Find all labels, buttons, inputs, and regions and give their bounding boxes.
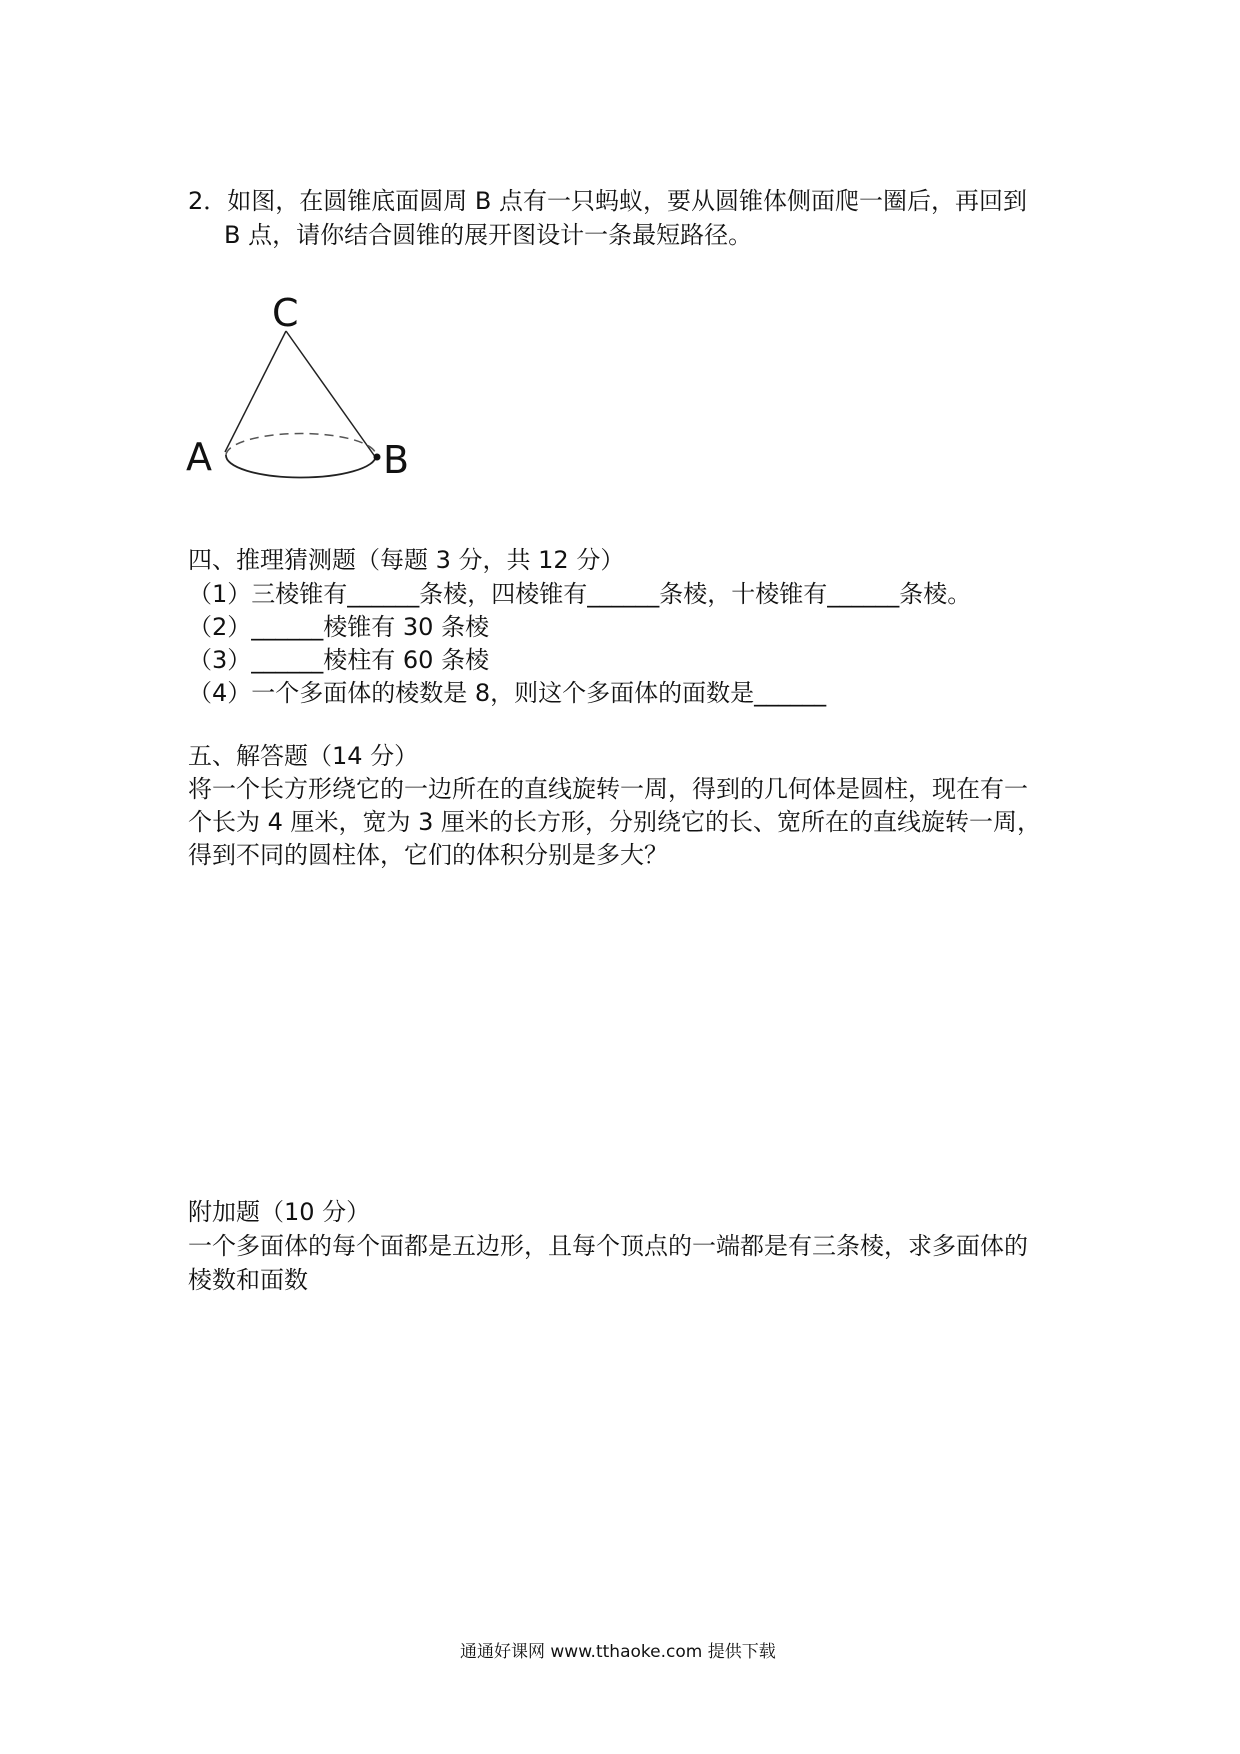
section-4-item-2: （2）______棱锥有 30 条棱	[188, 613, 490, 641]
section-4-item-3: （3）______棱柱有 60 条棱	[188, 646, 490, 674]
question-2-line-2: B 点，请你结合圆锥的展开图设计一条最短路径。	[224, 221, 753, 249]
section-4-item-4: （4）一个多面体的棱数是 8，则这个多面体的面数是______	[188, 679, 827, 707]
label-a: A	[186, 435, 212, 479]
label-b: B	[383, 438, 410, 482]
cone-base-back-arc	[226, 433, 376, 456]
point-b-dot	[374, 454, 381, 461]
section-5-line-1: 将一个长方形绕它的一边所在的直线旋转一周，得到的几何体是圆柱，现在有一	[188, 775, 1028, 803]
bonus-heading: 附加题（10 分）	[188, 1198, 371, 1226]
cone-base-front-arc	[226, 455, 376, 478]
cone-figure	[180, 290, 440, 500]
section-5-heading: 五、解答题（14 分）	[188, 742, 419, 770]
question-2-line-1: 2．如图，在圆锥底面圆周 B 点有一只蚂蚁，要从圆锥体侧面爬一圈后，再回到	[188, 187, 1027, 215]
label-c: C	[272, 291, 299, 335]
bonus-line-2: 棱数和面数	[188, 1266, 308, 1294]
bonus-line-1: 一个多面体的每个面都是五边形，且每个顶点的一端都是有三条棱，求多面体的	[188, 1232, 1028, 1260]
page-footer: 通通好课网 www.tthaoke.com 提供下载	[460, 1642, 776, 1662]
section-5-line-2: 个长为 4 厘米，宽为 3 厘米的长方形，分别绕它的长、宽所在的直线旋转一周，	[188, 808, 1042, 836]
cone-left-edge	[225, 331, 286, 452]
section-5-line-3: 得到不同的圆柱体，它们的体积分别是多大？	[188, 841, 668, 869]
section-4-heading: 四、推理猜测题（每题 3 分，共 12 分）	[188, 546, 625, 574]
section-4-item-1: （1）三棱锥有______条棱，四棱锥有______条棱，十棱锥有______条棱。	[188, 580, 972, 608]
cone-right-edge	[286, 331, 376, 458]
